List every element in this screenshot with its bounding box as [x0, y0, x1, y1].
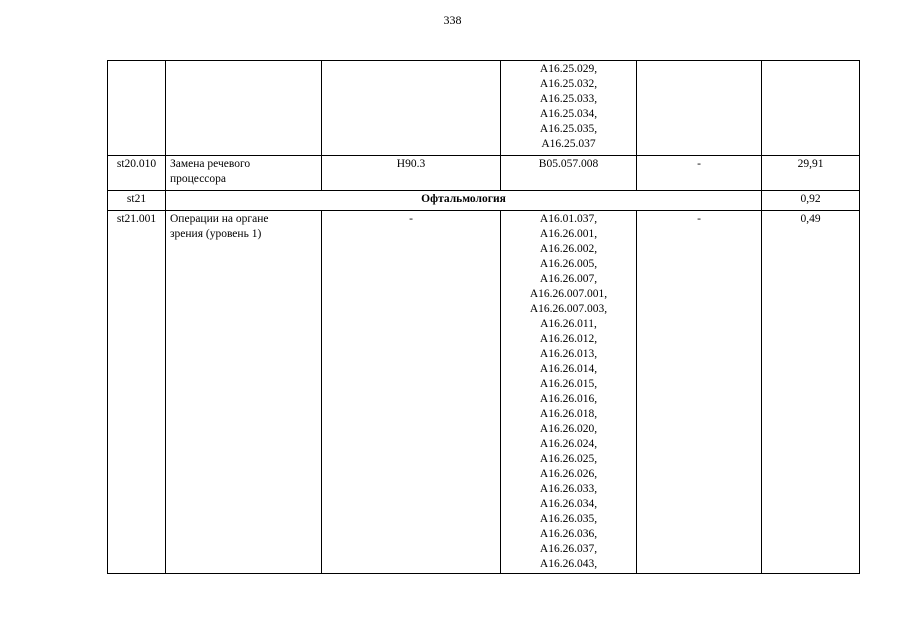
row-code: st21.001	[108, 211, 166, 574]
row-name	[166, 156, 322, 191]
page-number: 338	[443, 13, 462, 27]
row-coefficient: 0,49	[762, 211, 860, 574]
row-name	[166, 211, 322, 574]
row-other	[637, 61, 762, 156]
row-services: A16.01.037, A16.26.001, A16.26.002, A16.26.005, A16.26.007, A16.26.007.001, A16.26.007.003, A16.26.011, A16.26.012, A16.26.013, A16.26.014, A16.26.015, A16.26.016, A16.26.018, A16.26.020, A16.26.024, A16.26.025, A16.26.026, A16.26.033, A16.26.034, A16.26.035, A16.26.036, A16.26.037, A16.26.043,	[501, 211, 637, 574]
row-services: A16.25.029, A16.25.032, A16.25.033, A16.25.034, A16.25.035, A16.25.037	[501, 61, 637, 156]
row-other: -	[637, 211, 762, 574]
row-name	[166, 61, 322, 156]
row-diagnosis: -	[322, 211, 501, 574]
row-name-text: Операции на органе зрения (уровень 1)	[170, 213, 269, 240]
row-coefficient: 29,91	[762, 156, 860, 191]
table-row	[108, 211, 860, 574]
row-diagnosis	[322, 61, 501, 156]
row-code	[108, 61, 166, 156]
section-code: st21	[108, 191, 166, 211]
table-row	[108, 61, 860, 156]
section-title: Офтальмология	[166, 191, 762, 211]
row-coefficient	[762, 61, 860, 156]
row-code: st20.010	[108, 156, 166, 191]
tariff-table	[107, 60, 860, 574]
row-diagnosis: H90.3	[322, 156, 501, 191]
table-row	[108, 156, 860, 191]
row-services: B05.057.008	[501, 156, 637, 191]
section-row	[108, 191, 860, 211]
section-coefficient: 0,92	[762, 191, 860, 211]
row-other: -	[637, 156, 762, 191]
row-name-text: Замена речевого процессора	[170, 158, 251, 185]
